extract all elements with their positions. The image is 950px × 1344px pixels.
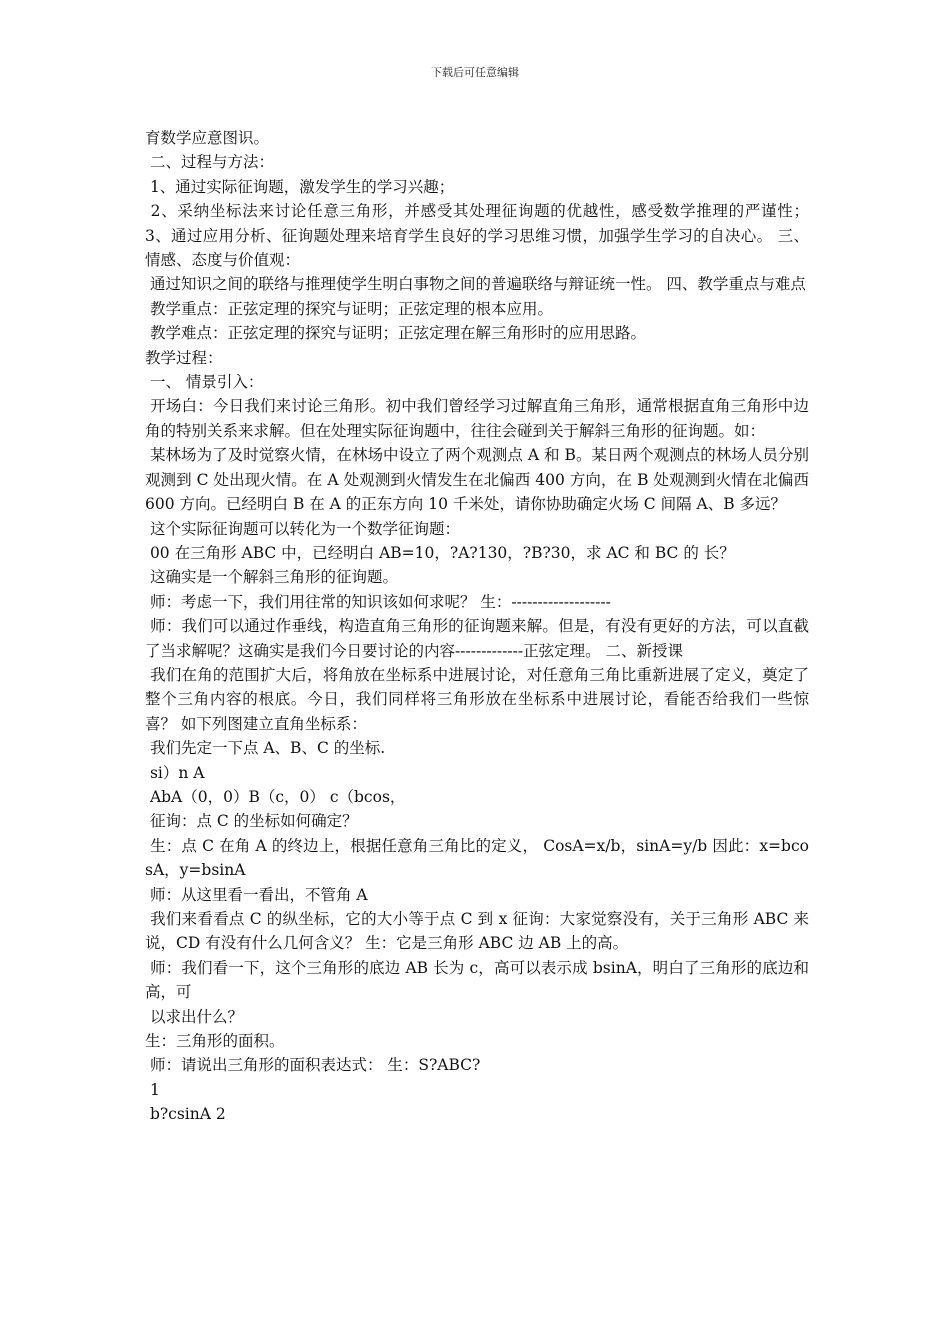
- page-header: 下载后可任意编辑: [431, 66, 519, 79]
- paragraph: 师：我们看一下，这个三角形的底边 AB 长为 c，高可以表示成 bsinA，明白了三角形的底边和高，可: [145, 958, 809, 1002]
- paragraph: 生：三角形的面积。: [145, 1032, 285, 1051]
- paragraph: 征询：点 C 的坐标如何确定？: [145, 812, 358, 831]
- paragraph: 以求出什么？: [145, 1007, 243, 1026]
- document-body: [145, 126, 814, 1127]
- paragraph: 我们先定一下点 A、B、C 的坐标.: [145, 739, 386, 758]
- formula-fragment: b?csinA 2: [145, 1105, 226, 1124]
- paragraph: 师：我们可以通过作垂线，构造直角三角形的征询题来解。但是，有没有更好的方法，可以直截了当求解呢？这确实是我们今日要讨论的内容-------------正弦定理。 二、新授课: [145, 617, 809, 660]
- paragraph: 我们在角的范围扩大后，将角放在坐标系中进展讨论，对任意角三角比重新进展了定义，奠定了整个三角内容的根底。今日，我们同样将三角形放在坐标系中进展讨论，看能否给我们一些惊喜？ 如下列图建立直角坐标系：: [145, 665, 809, 733]
- section-heading: 二、过程与方法：: [145, 153, 274, 172]
- paragraph: 2、采纳坐标法来讨论任意三角形，并感受其处理征询题的优越性，感受数学推理的严谨性； 3、通过应用分析、征询题处理来培育学生良好的学习思维习惯，加强学生学习的自决心。 三、情感、态度与价值观：: [145, 202, 814, 270]
- paragraph: 1、通过实际征询题，激发学生的学习兴趣；: [145, 177, 455, 196]
- paragraph: 00 在三角形 ABC 中，已经明白 AB=10，?A?130，?B?30，求 AC 和 BC 的 长？: [145, 543, 735, 562]
- paragraph: si）n A: [145, 763, 205, 782]
- paragraph: 我们来看看点 C 的纵坐标，它的大小等于点 C 到 x 征询：大家觉察没有，关于三角形 ABC 来说，CD 有没有什么几何含义？ 生：它是三角形 ABC 边 AB 上的高。: [145, 910, 809, 953]
- paragraph: 教学难点：正弦定理的探究与证明；正弦定理在解三角形时的应用思路。: [145, 324, 646, 343]
- paragraph: 这确实是一个解斜三角形的征询题。: [145, 568, 398, 587]
- paragraph: 师：考虑一下，我们用往常的知识该如何求呢？ 生：-------------------: [145, 592, 611, 611]
- paragraph: 通过知识之间的联络与推理使学生明白事物之间的普遍联络与辩证统一性。 四、教学重点与难点: [145, 275, 806, 294]
- section-heading: 一、 情景引入：: [145, 373, 264, 392]
- paragraph: 育数学应意图识。: [145, 129, 270, 147]
- paragraph: 开场白：今日我们来讨论三角形。初中我们曾经学习过解直角三角形，通常根据直角三角形中边角的特别关系来求解。但在处理实际征询题中，往往会碰到关于解斜三角形的征询题。如：: [145, 397, 809, 440]
- paragraph: 教学重点：正弦定理的探究与证明；正弦定理的根本应用。: [145, 299, 553, 318]
- paragraph: 某林场为了及时觉察火情，在林场中设立了两个观测点 A 和 B。某日两个观测点的林场人员分别观测到 C 处出现火情。在 A 处观测到火情发生在北偏西 400 方向，在 B 处观测到火情在北偏西 600 方向。已经明白 B 在 A 的正东方向 10 千米处，请你协助确定火场 C 间隔 A、B 多远？: [145, 446, 814, 514]
- paragraph: 生：点 C 在角 A 的终边上，根据任意角三角比的定义， CosA=x/b，sinA=y/b 因此：x=bcosA，y=bsinA: [145, 836, 809, 880]
- paragraph: 师：从这里看一看出，不管角 A: [145, 885, 368, 904]
- paragraph: AbA（0，0）B（c，0） c（bcos，: [145, 787, 406, 806]
- paragraph: 师：请说出三角形的面积表达式： 生：S?ABC?: [145, 1056, 481, 1075]
- section-heading: 教学过程：: [145, 348, 223, 367]
- formula-fragment: 1: [145, 1080, 160, 1099]
- paragraph: 这个实际征询题可以转化为一个数学征询题：: [145, 519, 460, 538]
